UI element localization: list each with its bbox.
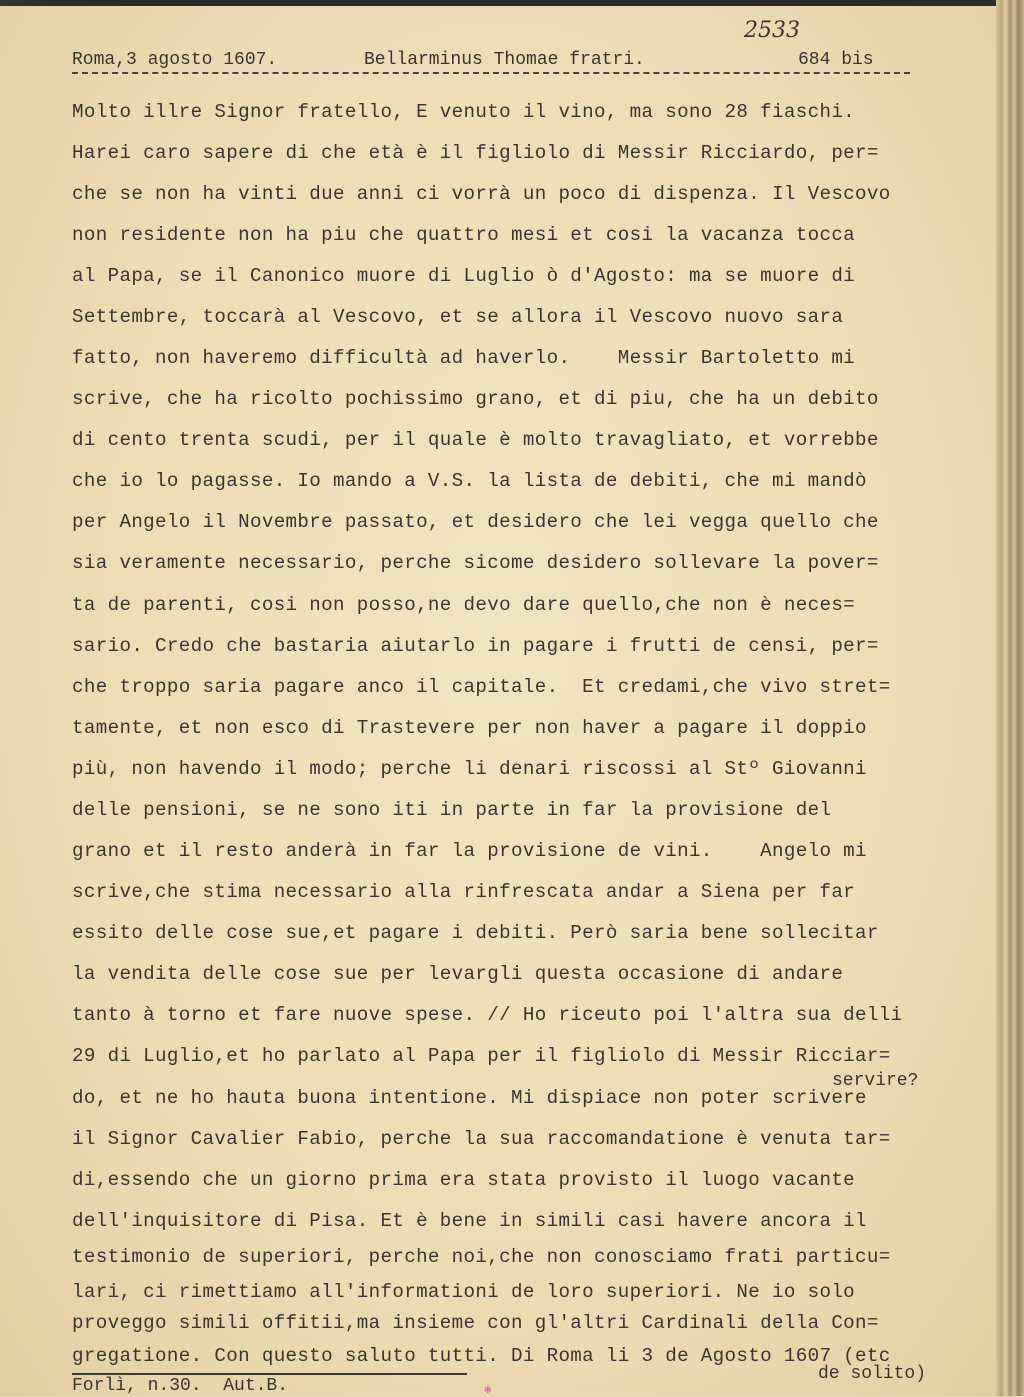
body-line: che troppo saria pagare anco il capitale. Et credami,che vivo stret= — [72, 676, 891, 698]
body-line: lari, ci rimettiamo all'informationi de loro superiori. Ne io solo — [72, 1281, 856, 1303]
body-line: tamente, et non esco di Trastevere per non haver a pagare il doppio — [72, 717, 867, 739]
body-line: do, et ne ho hauta buona intentione. Mi dispiace non poter scrivere — [72, 1087, 867, 1109]
footer-source: Forlì, n.30. Aut.B. — [72, 1376, 289, 1396]
closing-note: de solito) — [818, 1364, 927, 1384]
header-dashed-rule — [72, 72, 910, 74]
body-line: che se non ha vinti due anni ci vorrà un poco di dispenza. Il Vescovo — [72, 183, 891, 205]
body-line: di,essendo che un giorno prima era stata provisto il luogo vacante — [72, 1169, 856, 1191]
body-line: che io lo pagasse. Io mando a V.S. la lista de debiti, che mi mandò — [72, 470, 867, 492]
body-line: il Signor Cavalier Fabio, perche la sua raccomandatione è venuta tar= — [72, 1128, 891, 1150]
body-line: Settembre, toccarà al Vescovo, et se allora il Vescovo nuovo sara — [72, 306, 844, 328]
body-line: fatto, non haveremo difficultà ad haverlo. Messir Bartoletto mi — [72, 347, 856, 369]
header-number: 684 bis — [798, 50, 874, 70]
body-line: la vendita delle cose sue per levargli questa occasione di andare — [72, 963, 844, 985]
body-line: gregatione. Con questo saluto tutti. Di Roma li 3 de Agosto 1607 (etc — [72, 1345, 891, 1367]
handwritten-number: 2533 — [744, 18, 800, 43]
body-line: Molto illre Signor fratello, E venuto il vino, ma sono 28 fiaschi. — [72, 101, 856, 123]
body-line: proveggo simili offitii,ma insieme con gl'altri Cardinali della Con= — [72, 1312, 879, 1334]
body-line: Harei caro sapere di che età è il figliolo di Messir Ricciardo, per= — [72, 142, 879, 164]
body-line: grano et il resto anderà in far la provisione de vini. Angelo mi — [72, 840, 867, 862]
ink-stamp-mark: ✱ — [484, 1382, 492, 1397]
body-line: tanto à torno et fare nuove spese. // Ho riceuto poi l'altra sua delli — [72, 1004, 903, 1026]
body-line: sario. Credo che bastaria aiutarlo in pagare i frutti de censi, per= — [72, 635, 879, 657]
body-line: 29 di Luglio,et ho parlato al Papa per il figliolo di Messir Ricciar= — [72, 1045, 891, 1067]
body-line: delle pensioni, se ne sono iti in parte in far la provisione del — [72, 799, 832, 821]
body-line: scrive, che ha ricolto pochissimo grano, et di piu, che ha un debito — [72, 388, 879, 410]
interlinear-note: servire? — [832, 1071, 919, 1091]
footer-rule — [72, 1373, 467, 1375]
body-line: scrive,che stima necessario alla rinfrescata andar a Siena per far — [72, 881, 856, 903]
document-header — [72, 50, 912, 74]
body-line: al Papa, se il Canonico muore di Luglio ò d'Agosto: ma se muore di — [72, 265, 856, 287]
book-binding-edge — [996, 0, 1024, 1396]
header-place-date: Roma,3 agosto 1607. — [72, 50, 278, 70]
body-line: testimonio de superiori, perche noi,che non conosciamo frati particu= — [72, 1246, 891, 1268]
body-line: di cento trenta scudi, per il quale è molto travagliato, et vorrebbe — [72, 429, 879, 451]
header-title: Bellarminus Thomae fratri. — [364, 50, 645, 70]
body-line: più, non havendo il modo; perche li denari riscossi al Stº Giovanni — [72, 758, 867, 780]
body-line: per Angelo il Novembre passato, et desidero che lei vegga quello che — [72, 511, 879, 533]
body-line: essito delle cose sue,et pagare i debiti. Però saria bene sollecitar — [72, 922, 879, 944]
body-line: non residente non ha piu che quattro mesi et cosi la vacanza tocca — [72, 224, 856, 246]
body-line: sia veramente necessario, perche sicome desidero sollevare la pover= — [72, 552, 879, 574]
body-line: dell'inquisitore di Pisa. Et è bene in simili casi havere ancora il — [72, 1210, 867, 1232]
body-line: ta de parenti, cosi non posso,ne devo dare quello,che non è neces= — [72, 594, 856, 616]
